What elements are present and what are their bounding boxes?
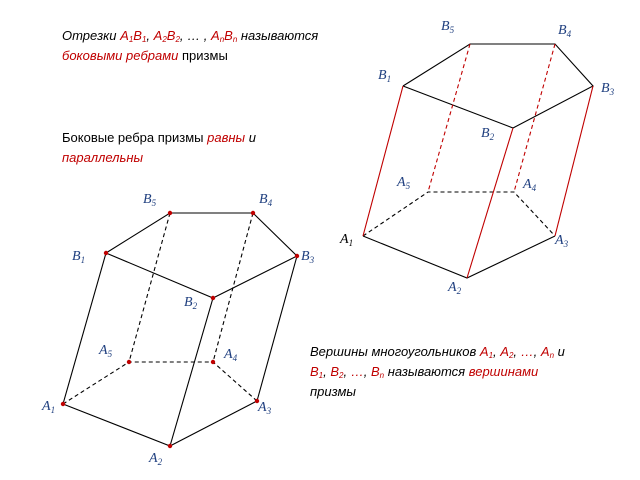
lateral-edge-a4b4 — [514, 44, 555, 192]
top-base-edges — [403, 44, 593, 128]
label-b1: $B_1$ — [378, 68, 392, 84]
lateral-edge-2-a2b2 — [170, 298, 213, 446]
label-b5: $B_5$ — [441, 19, 455, 35]
text-block-definition: Отрезки $A_1B_1$, $A_2B_2$, … , $A_nB_n$ называются боковыми ребрами призмы — [62, 28, 319, 63]
label2-b3: $B_3$ — [301, 249, 315, 265]
label-a3: $A_3$ — [555, 233, 569, 249]
vertex-b1 — [104, 251, 108, 255]
lateral-edge-a2b2 — [467, 128, 513, 278]
text-block-vertices: Вершины многоугольников $A_1$, $A_2$, …, $A_n$ и $B_1$, $B_2$, …, $B_n$ называются вершинами призмы — [310, 344, 565, 399]
text3-red-term: вершинами — [468, 364, 539, 379]
lateral-edge-a3b3 — [555, 86, 593, 236]
lateral-edge-2-a3b3 — [257, 256, 297, 401]
vertex-a1 — [61, 402, 65, 406]
label2-a4: $A_4$ — [224, 347, 238, 363]
label2-b4: $B_4$ — [259, 192, 273, 208]
prism-top-right-labels — [339, 19, 615, 296]
label-a4: $A_4$ — [523, 177, 537, 193]
label-b2: $B_2$ — [481, 126, 495, 142]
label2-b2: $B_2$ — [184, 295, 198, 311]
lateral-edge-a1b1 — [363, 86, 403, 236]
text-block-property: Боковые ребра призмы равны и параллельны — [62, 130, 256, 165]
label2-a2: $A_2$ — [149, 451, 163, 467]
vertex-b4 — [251, 211, 255, 215]
bottom-base-hidden-edges-2 — [63, 362, 257, 404]
label-a1: $A_1$ — [340, 232, 354, 248]
label2-a3: $A_3$ — [258, 400, 272, 416]
text2-red-parallel: параллельны — [62, 150, 144, 165]
vertex-b3 — [295, 254, 299, 258]
label2-a1: $A_1$ — [42, 399, 56, 415]
text1-word: Отрезки — [62, 28, 117, 43]
vertex-a2 — [168, 444, 172, 448]
bottom-base-visible-edges-2 — [63, 401, 257, 446]
bottom-base-hidden-edges — [363, 192, 555, 236]
label2-b5: $B_5$ — [143, 192, 157, 208]
vertex-a5 — [127, 360, 131, 364]
label2-b1: $B_1$ — [72, 249, 86, 265]
text2-red-equal: равны — [207, 130, 246, 145]
label-b3: $B_3$ — [601, 81, 615, 97]
vertex-b5 — [168, 211, 172, 215]
label-a2: $A_2$ — [448, 280, 462, 296]
label-a5: $A_5$ — [397, 175, 411, 191]
vertex-b2 — [211, 296, 215, 300]
top-base-edges-2 — [106, 213, 297, 298]
vertex-a4 — [211, 360, 215, 364]
label2-a5: $A_5$ — [99, 343, 113, 359]
label-b4: $B_4$ — [558, 23, 572, 39]
text1-red-term: боковыми ребрами — [62, 48, 179, 63]
lateral-edge-2-a4b4 — [213, 213, 253, 362]
bottom-base-visible-edges — [363, 236, 555, 278]
